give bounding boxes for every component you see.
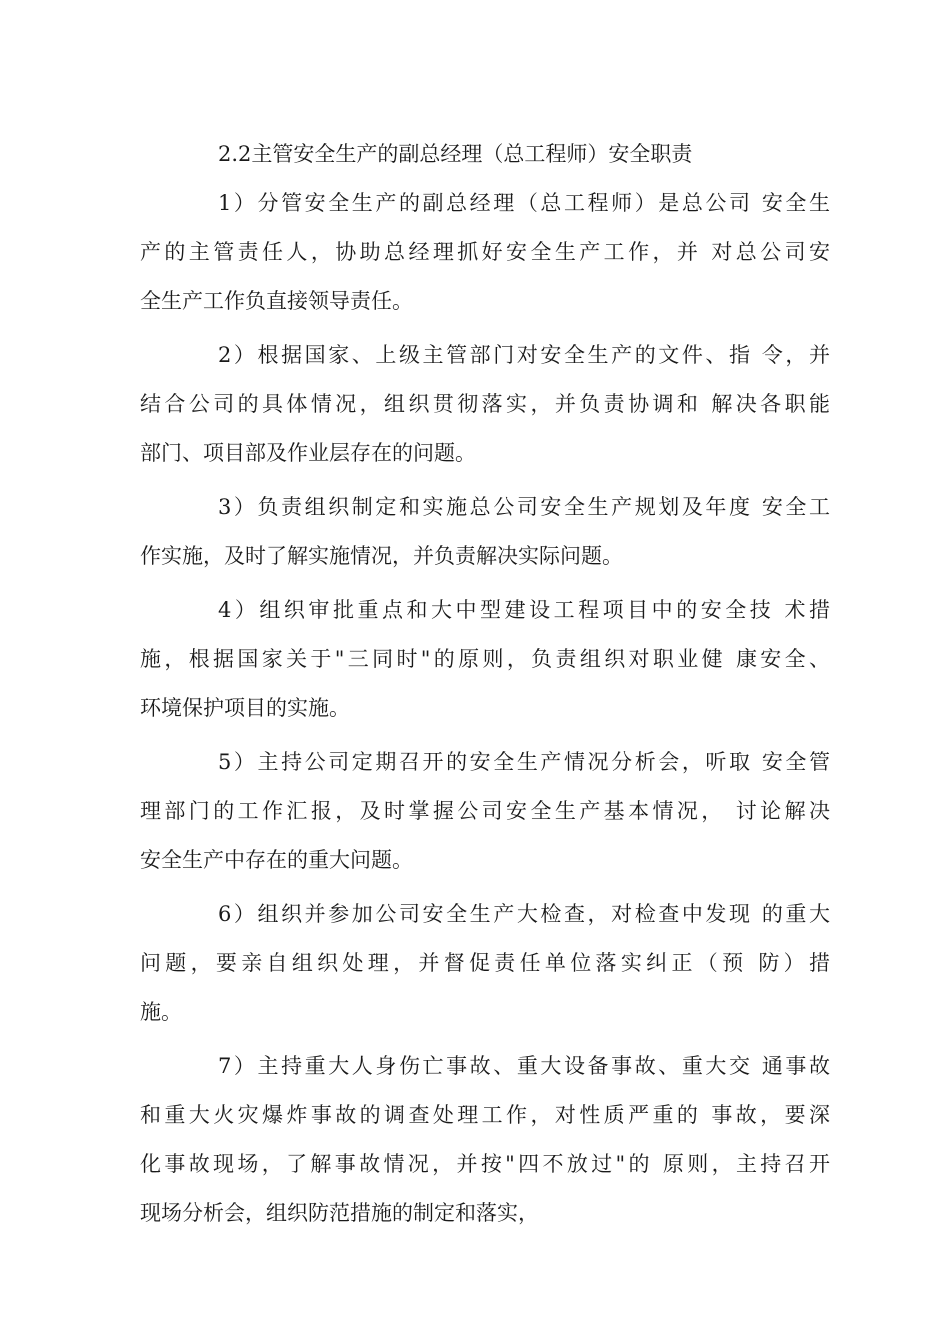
paragraph-line: 4）组织审批重点和大中型建设工程项目中的安全技 术措 — [218, 598, 830, 622]
paragraph-1 — [140, 179, 830, 326]
paragraph-line: 2）根据国家、上级主管部门对安全生产的文件、指 令，并 — [218, 343, 830, 367]
paragraph-3 — [140, 483, 830, 581]
section-heading: 2.2主管安全生产的副总经理（总工程师）安全职责 — [218, 142, 693, 166]
paragraph-line: 安全生产中存在的重大问题。 — [140, 848, 413, 872]
paragraph-line: 部门、项目部及作业层存在的问题。 — [140, 441, 476, 465]
paragraph-line: 现场分析会，组织防范措施的制定和落实， — [140, 1201, 539, 1225]
paragraph-line: 全生产工作负直接领导责任。 — [140, 289, 413, 313]
paragraph-6 — [140, 890, 830, 1037]
paragraph-2 — [140, 331, 830, 478]
paragraph-line: 6）组织并参加公司安全生产大检查，对检查中发现 的重大 — [218, 902, 830, 926]
paragraph-line: 产的主管责任人，协助总经理抓好安全生产工作，并 对总公司安 — [140, 240, 830, 264]
paragraph-line: 5）主持公司定期召开的安全生产情况分析会，听取 安全管 — [218, 750, 830, 774]
paragraph-line: 理部门的工作汇报，及时掌握公司安全生产基本情况， 讨论解决 — [140, 799, 830, 823]
paragraph-5 — [140, 738, 830, 885]
paragraph-line: 作实施，及时了解实施情况，并负责解决实际问题。 — [140, 544, 623, 568]
paragraph-7 — [140, 1042, 830, 1238]
paragraph-line: 化事故现场，了解事故情况，并按"四不放过"的 原则，主持召开 — [140, 1152, 830, 1176]
paragraph-line: 7）主持重大人身伤亡事故、重大设备事故、重大交 通事故 — [218, 1054, 830, 1078]
paragraph-line: 环境保护项目的实施。 — [140, 696, 350, 720]
document-body — [140, 130, 830, 1243]
paragraph-line: 和重大火灾爆炸事故的调查处理工作，对性质严重的 事故，要深 — [140, 1103, 830, 1127]
paragraph-line: 施。 — [140, 1000, 182, 1024]
paragraph-line: 结合公司的具体情况，组织贯彻落实，并负责协调和 解决各职能 — [140, 392, 830, 416]
paragraph-line: 1）分管安全生产的副总经理（总工程师）是总公司 安全生 — [218, 191, 830, 215]
paragraph-line: 3）负责组织制定和实施总公司安全生产规划及年度 安全工 — [218, 495, 830, 519]
paragraph-line: 问题，要亲自组织处理，并督促责任单位落实纠正（预 防）措 — [140, 951, 830, 975]
paragraph-4 — [140, 586, 830, 733]
paragraph-line: 施，根据国家关于"三同时"的原则，负责组织对职业健 康安全、 — [140, 647, 830, 671]
